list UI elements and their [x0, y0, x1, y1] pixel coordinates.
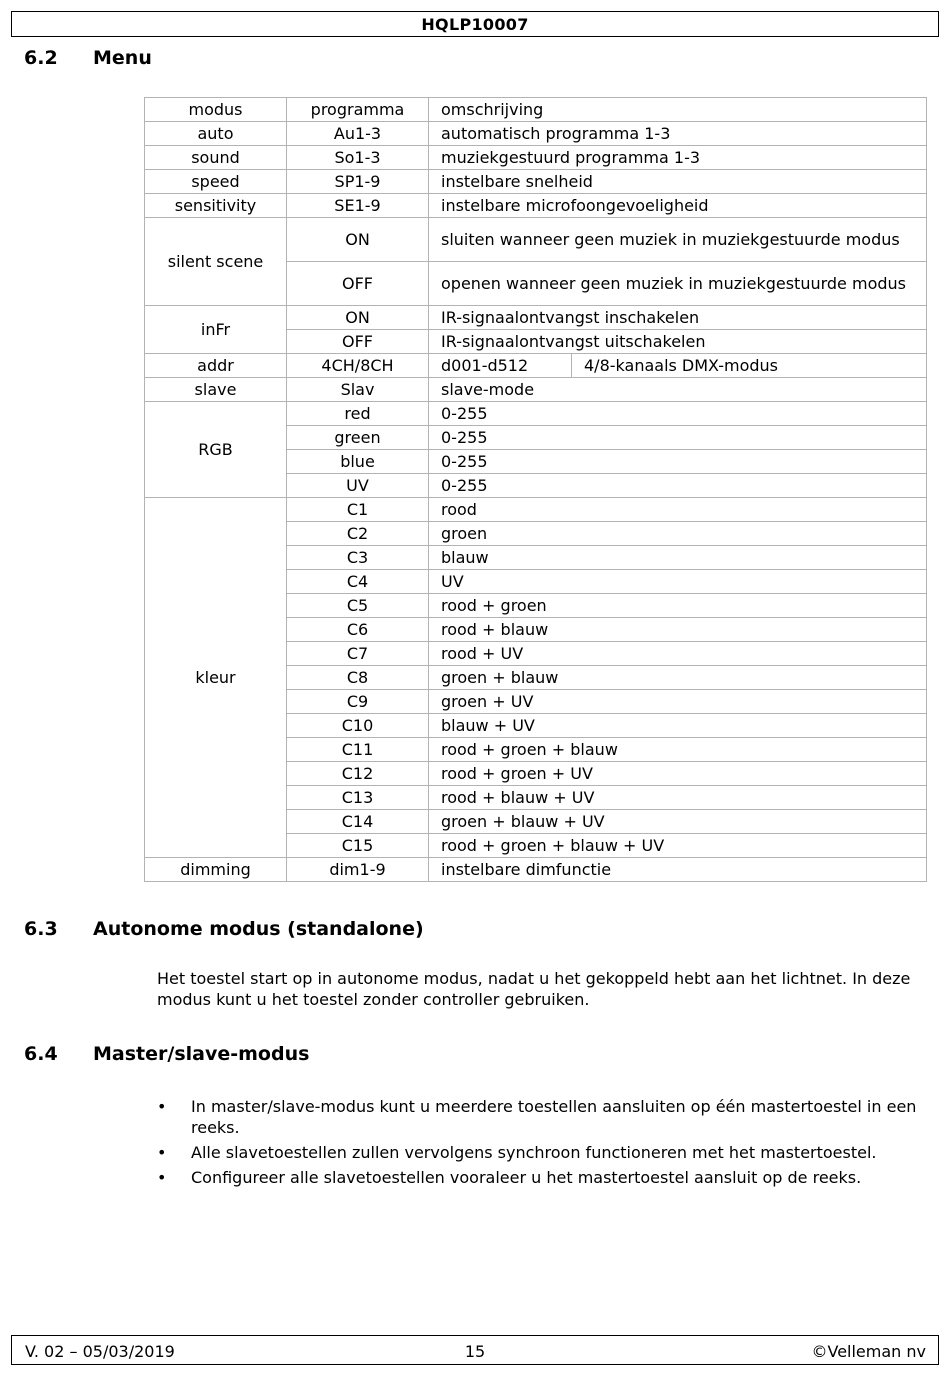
table-row [145, 122, 927, 146]
section-number: 6.4 [24, 1043, 58, 1065]
table-cell: sound [145, 146, 287, 170]
table-cell: sluiten wanneer geen muziek in muziekgestuurde modus [429, 218, 927, 262]
page-number: 15 [464, 1342, 486, 1361]
list-item [157, 1167, 927, 1188]
table-row [145, 378, 927, 402]
table-cell: C9 [287, 690, 429, 714]
column-header: modus [145, 98, 287, 122]
table-cell: green [287, 426, 429, 450]
table-cell: ON [287, 218, 429, 262]
table-cell: rood + blauw [429, 618, 927, 642]
table-cell: addr [145, 354, 287, 378]
table-cell: UV [287, 474, 429, 498]
table-cell: C6 [287, 618, 429, 642]
table-cell: Au1-3 [287, 122, 429, 146]
table-cell: C2 [287, 522, 429, 546]
table-cell: rood + blauw + UV [429, 786, 927, 810]
table-cell: IR-signaalontvangst uitschakelen [429, 330, 927, 354]
table-cell: rood + groen + blauw [429, 738, 927, 762]
table-cell: C8 [287, 666, 429, 690]
table-cell: rood + groen + UV [429, 762, 927, 786]
table-cell: inFr [145, 306, 287, 354]
table-cell: dim1-9 [287, 858, 429, 882]
table-cell: C11 [287, 738, 429, 762]
table-row [145, 402, 927, 426]
list-item [157, 1142, 927, 1163]
table-cell: rood [429, 498, 927, 522]
table-cell: silent scene [145, 218, 287, 306]
table-cell: C7 [287, 642, 429, 666]
standalone-paragraph: Het toestel start op in autonome modus, nadat u het gekoppeld hebt aan het lichtnet. In deze modus kunt u het toestel zonder controller gebruiken. [157, 969, 911, 1009]
list-item-text: Alle slavetoestellen zullen vervolgens synchroon functioneren met het mastertoestel. [191, 1143, 877, 1162]
bullet-icon: • [157, 1143, 167, 1162]
table-cell: groen [429, 522, 927, 546]
table-cell: OFF [287, 262, 429, 306]
table-row [145, 146, 927, 170]
table-cell: UV [429, 570, 927, 594]
table-cell: C13 [287, 786, 429, 810]
section-title: Master/slave-modus [93, 1043, 310, 1065]
table-row [145, 306, 927, 330]
table-cell: sensitivity [145, 194, 287, 218]
list-item-text: Configureer alle slavetoestellen vooraleer u het mastertoestel aansluit op de reeks. [191, 1168, 862, 1187]
table-cell: 0-255 [429, 450, 927, 474]
table-cell: SE1-9 [287, 194, 429, 218]
table-row [145, 858, 927, 882]
table-cell: instelbare microfoongevoeligheid [429, 194, 927, 218]
column-header: omschrijving [429, 98, 927, 122]
bullet-icon: • [157, 1168, 167, 1187]
page-header [11, 11, 939, 37]
footer-version: V. 02 – 05/03/2019 [25, 1342, 175, 1361]
section-title: Autonome modus (standalone) [93, 918, 424, 940]
table-cell: C1 [287, 498, 429, 522]
table-cell: C14 [287, 810, 429, 834]
bullet-icon: • [157, 1097, 167, 1116]
table-row [145, 170, 927, 194]
table-cell: muziekgestuurd programma 1-3 [429, 146, 927, 170]
table-row [145, 498, 927, 522]
list-item [157, 1096, 927, 1138]
table-cell: instelbare dimfunctie [429, 858, 927, 882]
section-heading-menu [24, 47, 152, 69]
table-cell: dimming [145, 858, 287, 882]
table-cell: blauw [429, 546, 927, 570]
table-cell: red [287, 402, 429, 426]
table-cell: rood + UV [429, 642, 927, 666]
section-title: Menu [93, 47, 152, 69]
table-cell: SP1-9 [287, 170, 429, 194]
table-cell: C10 [287, 714, 429, 738]
table-cell: C12 [287, 762, 429, 786]
table-cell: groen + blauw + UV [429, 810, 927, 834]
table-cell: groen + blauw [429, 666, 927, 690]
page-footer [11, 1335, 939, 1365]
list-item-text: In master/slave-modus kunt u meerdere toestellen aansluiten op één mastertoestel in een reeks. [191, 1097, 917, 1137]
table-cell: RGB [145, 402, 287, 498]
menu-table [144, 97, 927, 882]
table-cell: instelbare snelheid [429, 170, 927, 194]
footer-copyright: ©Velleman nv [811, 1342, 926, 1361]
section-heading-master-slave [24, 1043, 309, 1065]
table-cell: C3 [287, 546, 429, 570]
table-cell: ON [287, 306, 429, 330]
table-cell: C15 [287, 834, 429, 858]
table-cell: So1-3 [287, 146, 429, 170]
section-heading-standalone [24, 918, 424, 940]
table-cell: auto [145, 122, 287, 146]
table-row [145, 218, 927, 262]
master-slave-list [157, 1096, 927, 1192]
section-number: 6.2 [24, 47, 58, 69]
table-cell: C5 [287, 594, 429, 618]
table-cell: slave [145, 378, 287, 402]
table-cell: slave-mode [429, 378, 927, 402]
document-code: HQLP10007 [421, 15, 529, 34]
table-cell: rood + groen + blauw + UV [429, 834, 927, 858]
table-cell: 4CH/8CH [287, 354, 429, 378]
table-cell: OFF [287, 330, 429, 354]
column-header: programma [287, 98, 429, 122]
table-cell: blue [287, 450, 429, 474]
table-cell: C4 [287, 570, 429, 594]
table-cell: blauw + UV [429, 714, 927, 738]
table-cell: automatisch programma 1-3 [429, 122, 927, 146]
table-cell: 4/8-kanaals DMX-modus [572, 354, 927, 378]
table-cell: kleur [145, 498, 287, 858]
table-row [145, 194, 927, 218]
table-cell: 0-255 [429, 402, 927, 426]
table-cell: 0-255 [429, 426, 927, 450]
table-cell: speed [145, 170, 287, 194]
table-header-row [145, 98, 927, 122]
table-cell: rood + groen [429, 594, 927, 618]
table-cell: IR-signaalontvangst inschakelen [429, 306, 927, 330]
table-cell: d001-d512 [429, 354, 572, 378]
table-cell: 0-255 [429, 474, 927, 498]
table-cell: Slav [287, 378, 429, 402]
table-cell: groen + UV [429, 690, 927, 714]
section-number: 6.3 [24, 918, 58, 940]
table-row [145, 354, 927, 378]
table-cell: openen wanneer geen muziek in muziekgestuurde modus [429, 262, 927, 306]
